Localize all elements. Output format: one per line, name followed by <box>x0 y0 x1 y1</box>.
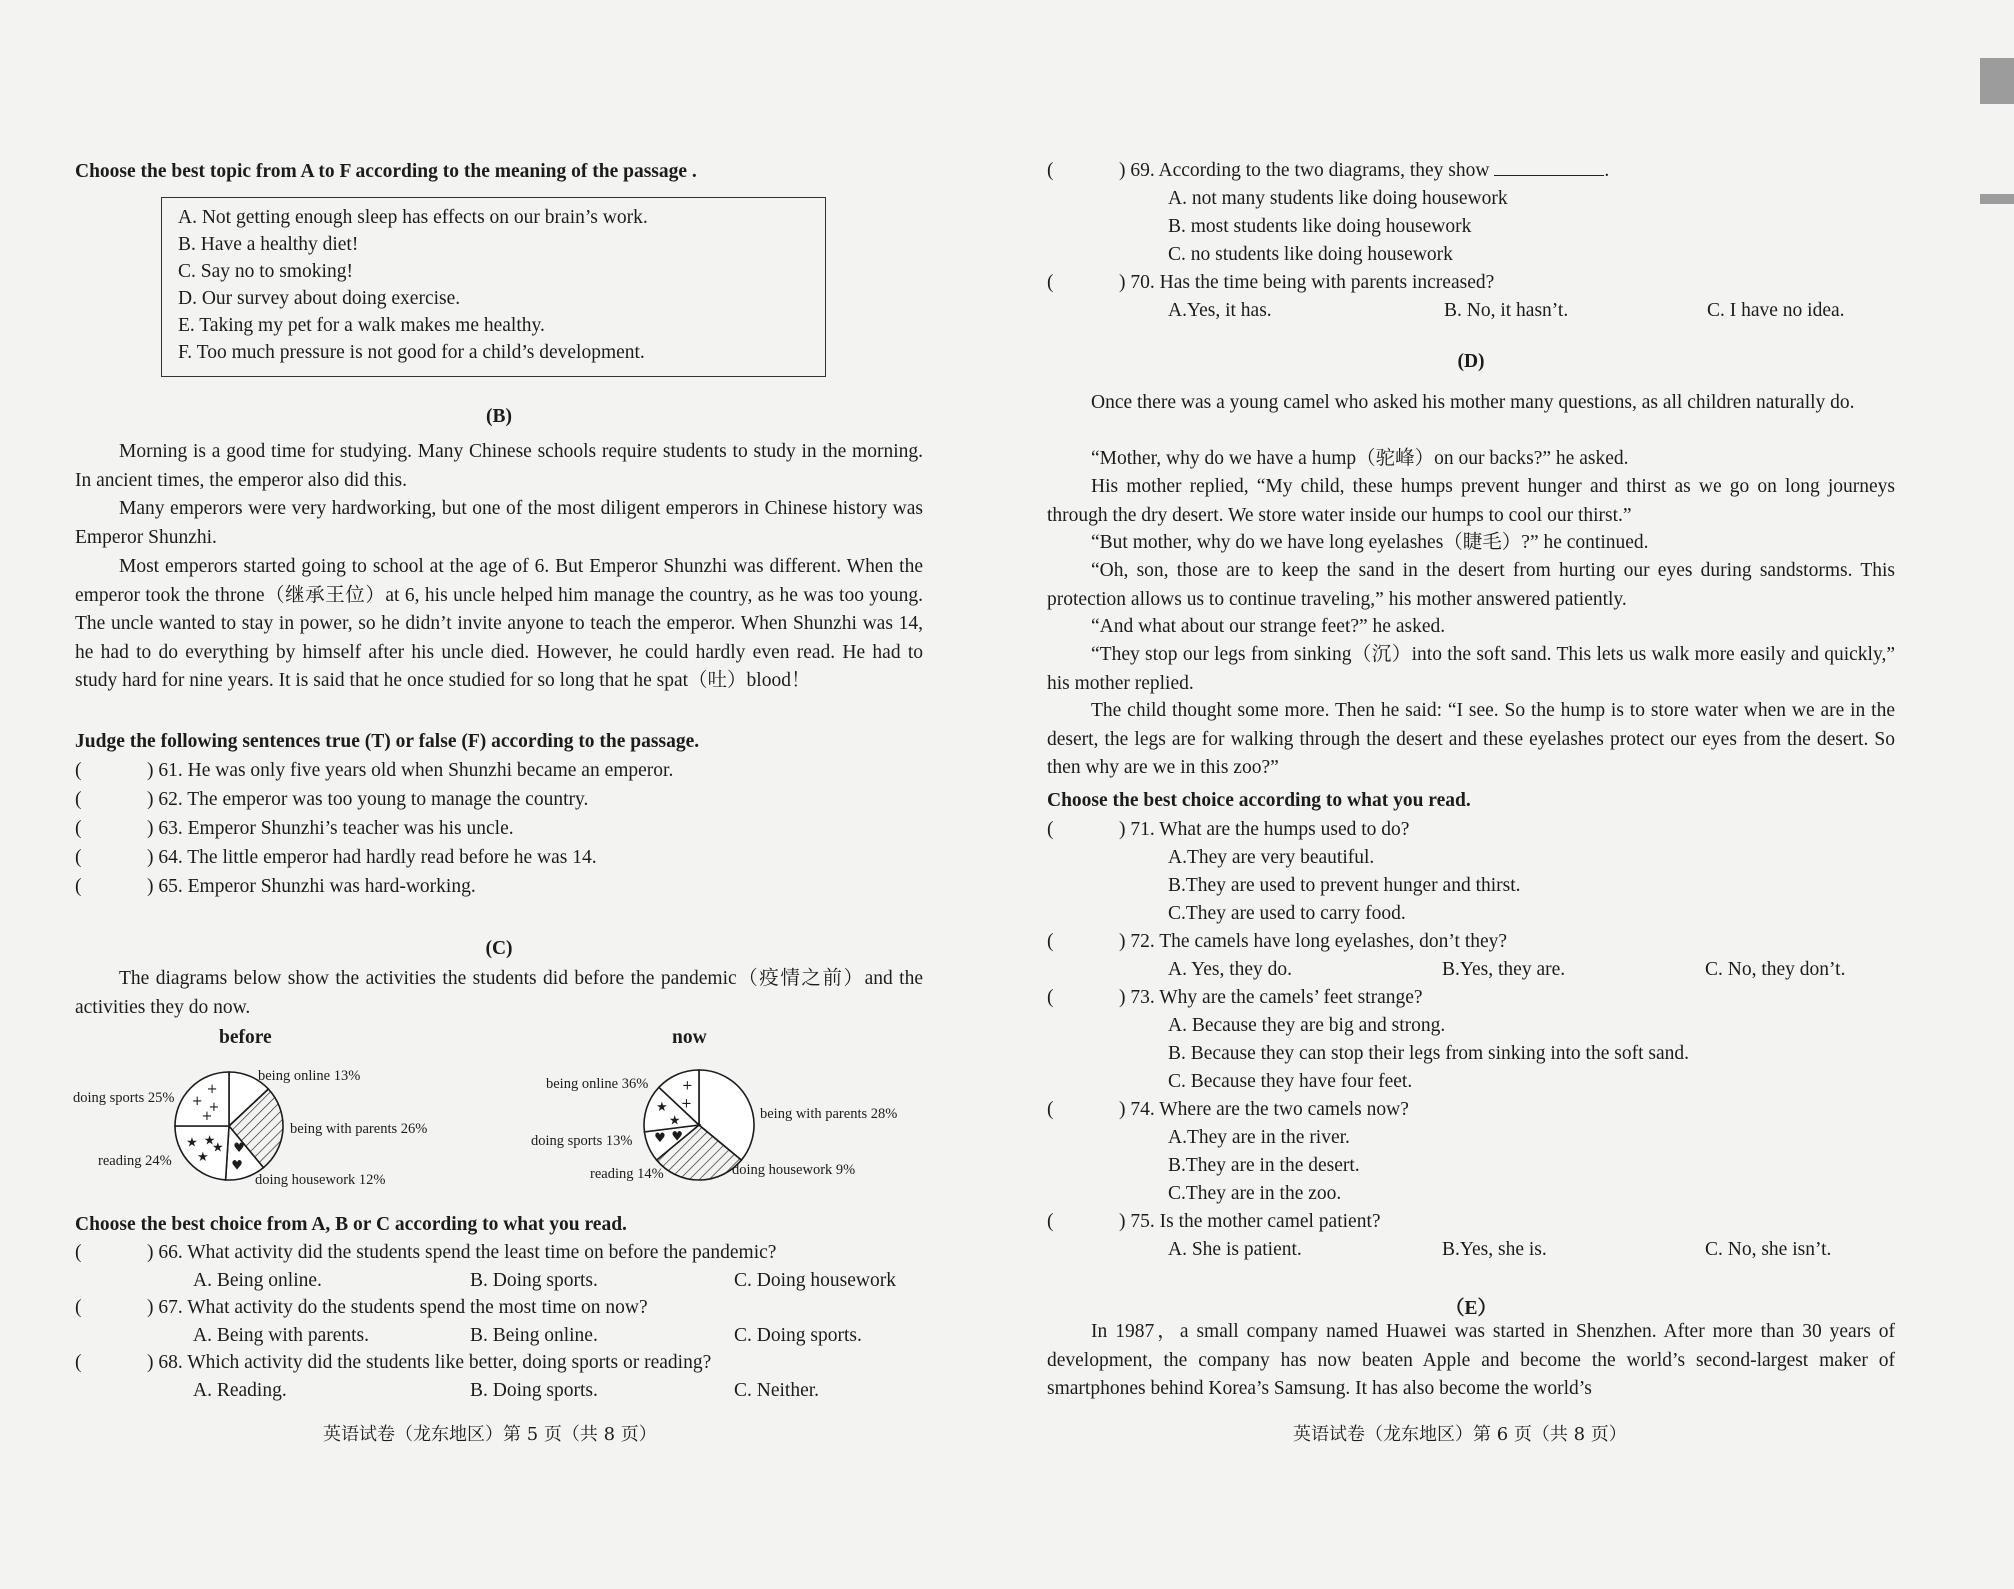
answer-paren[interactable]: ( <box>1047 931 1054 952</box>
question-70: ( ) 70. Has the time being with parents increased? <box>1047 269 1494 298</box>
question-64: ( ) 64. The little emperor had hardly read before he was 14. <box>75 844 597 873</box>
option-b[interactable]: B.They are used to prevent hunger and thirst. <box>1168 875 1521 896</box>
answer-paren[interactable]: ( <box>75 876 82 897</box>
section-c-instruction: Choose the best choice from A, B or C according to what you read. <box>75 1214 627 1235</box>
option-b[interactable]: B.They are in the desert. <box>1168 1155 1360 1176</box>
scan-edge-mark <box>1980 194 2014 204</box>
pie-label-now: doing housework 9% <box>732 1162 856 1178</box>
pie-pattern-glyph: + <box>681 1096 692 1112</box>
pie-label-before: reading 24% <box>98 1153 172 1169</box>
topic-option: F. Too much pressure is not good for a child’s development. <box>178 342 645 363</box>
section-b-paragraph: Morning is a good time for studying. Many Chinese schools require students to study in the morning. In ancient times, the emperor also did this. <box>75 441 923 491</box>
option-b[interactable]: B. Doing sports. <box>470 1270 598 1291</box>
topic-box <box>161 197 826 377</box>
topic-option: A. Not getting enough sleep has effects on our brain’s work. <box>178 207 648 228</box>
answer-paren[interactable]: ( <box>75 789 82 810</box>
pie-pattern-glyph: + <box>208 1099 220 1115</box>
topic-instruction: Choose the best topic from A to F according to the meaning of the passage . <box>75 161 697 182</box>
section-c-intro: The diagrams below show the activities the students did before the pandemic（疫情之前）and the activities they do now. <box>75 968 923 1018</box>
question-73: ( ) 73. Why are the camels’ feet strange? <box>1047 984 1423 1013</box>
question-72: ( ) 72. The camels have long eyelashes, don’t they? <box>1047 928 1507 957</box>
question-74: ( ) 74. Where are the two camels now? <box>1047 1096 1409 1125</box>
question-75: ( ) 75. Is the mother camel patient? <box>1047 1208 1381 1237</box>
pie-pattern-glyph: + <box>206 1082 218 1098</box>
pie-pattern-glyph: ♥ <box>231 1158 243 1174</box>
pie-label-now: being with parents 28% <box>760 1106 898 1122</box>
option-a[interactable]: A.They are in the river. <box>1168 1127 1350 1148</box>
section-b-paragraph: Most emperors started going to school at the age of 6. But Emperor Shunzhi was different. When the emperor took the throne（继承王位）at 6, his uncle helped him manage the country, as he was too young. The uncle wanted to stay in power, so he didn’t invite anyone to teach the emperor. When Shunzhi was 14, he had to do everything by himself after his uncle died. However, he could hardly even read. He had to study hard for nine years. It is said that he once studied for so long that he spat（吐）blood！ <box>75 556 923 691</box>
pie-label-before: being with parents 26% <box>290 1121 428 1137</box>
section-b-instruction: Judge the following sentences true (T) or false (F) according to the passage. <box>75 731 700 752</box>
option-b[interactable]: B. Being online. <box>470 1325 598 1346</box>
pie-label-before: doing sports 25% <box>73 1090 175 1106</box>
option-b[interactable]: B.Yes, they are. <box>1442 959 1566 980</box>
answer-paren[interactable]: ( <box>75 1242 82 1263</box>
answer-paren[interactable]: ( <box>75 1297 82 1318</box>
section-d-heading: (D) <box>1457 351 1485 372</box>
question-66: ( ) 66. What activity did the students spend the least time on before the pandemic? <box>75 1239 776 1268</box>
page-footer: 英语试卷（龙东地区）第 6 页（共 8 页） <box>1293 1424 1627 1445</box>
section-d-paragraph: His mother replied, “My child, these humps prevent hunger and thirst as we go on long journeys through the dry desert. We store water inside our humps to cool our thirst.” <box>1047 476 1895 526</box>
answer-paren[interactable]: ( <box>1047 160 1054 181</box>
option-b[interactable]: B. Doing sports. <box>470 1380 598 1401</box>
section-d-paragraph: “Oh, son, those are to keep the sand in the desert from hurting our eyes during sandstorms. This protection allows us to continue traveling,” his mother answered patiently. <box>1047 560 1895 610</box>
chart-before-title: before <box>219 1027 272 1048</box>
pie-pattern-glyph: ★ <box>196 1149 209 1165</box>
pie-label-now: reading 14% <box>590 1166 664 1182</box>
pie-label-before: doing housework 12% <box>255 1172 386 1188</box>
option-c[interactable]: C. Neither. <box>734 1380 820 1401</box>
section-b-heading: (B) <box>486 406 512 427</box>
option-c[interactable]: C. No, they don’t. <box>1705 959 1846 980</box>
option-b[interactable]: B. most students like doing housework <box>1168 216 1472 237</box>
answer-paren[interactable]: ( <box>75 760 82 781</box>
answer-paren[interactable]: ( <box>75 818 82 839</box>
option-a[interactable]: A. She is patient. <box>1168 1239 1302 1260</box>
section-d-paragraph: “And what about our strange feet?” he asked. <box>1091 616 1446 637</box>
pie-pattern-glyph: + <box>681 1078 693 1094</box>
option-c[interactable]: C. Doing sports. <box>734 1325 862 1346</box>
question-69: ( ) 69. According to the two diagrams, they show . <box>1047 157 1609 186</box>
section-d-instruction: Choose the best choice according to what you read. <box>1047 790 1471 811</box>
topic-option: B. Have a healthy diet! <box>178 234 359 255</box>
section-c-heading: (C) <box>485 938 513 959</box>
answer-paren[interactable]: ( <box>1047 272 1054 293</box>
option-a[interactable]: A. Being with parents. <box>193 1325 370 1346</box>
pie-pattern-glyph: + <box>201 1108 213 1124</box>
answer-paren[interactable]: ( <box>75 847 82 868</box>
question-67: ( ) 67. What activity do the students spend the most time on now? <box>75 1294 648 1323</box>
option-a[interactable]: A. Because they are big and strong. <box>1168 1015 1446 1036</box>
topic-option: C. Say no to smoking! <box>178 261 353 282</box>
pie-pattern-glyph: ♥ <box>654 1131 666 1147</box>
pie-pattern-glyph: ♥ <box>671 1129 684 1145</box>
pie-pattern-glyph: ★ <box>655 1100 668 1116</box>
pie-pattern-glyph: ★ <box>668 1113 681 1129</box>
option-a[interactable]: A.They are very beautiful. <box>1168 847 1375 868</box>
answer-paren[interactable]: ( <box>1047 819 1054 840</box>
section-d-paragraph: “Mother, why do we have a hump（驼峰）on our backs?” he asked. <box>1091 448 1629 469</box>
pie-label-now: doing sports 13% <box>531 1133 633 1149</box>
answer-paren[interactable]: ( <box>75 1352 82 1373</box>
option-c[interactable]: C. no students like doing housework <box>1168 244 1453 265</box>
chart-now-title: now <box>672 1027 707 1048</box>
answer-paren[interactable]: ( <box>1047 1211 1054 1232</box>
option-a[interactable]: A.Yes, it has. <box>1168 300 1272 321</box>
section-b-paragraph: Many emperors were very hardworking, but one of the most diligent emperors in Chinese history was Emperor Shunzhi. <box>75 498 923 548</box>
option-b[interactable]: B. No, it hasn’t. <box>1444 300 1569 321</box>
question-68: ( ) 68. Which activity did the students like better, doing sports or reading? <box>75 1349 711 1378</box>
answer-paren[interactable]: ( <box>1047 987 1054 1008</box>
scan-edge-mark <box>1980 58 2014 104</box>
pie-pattern-glyph: ★ <box>203 1133 216 1149</box>
page-footer: 英语试卷（龙东地区）第 5 页（共 8 页） <box>323 1424 657 1445</box>
section-e-heading: （E） <box>1444 1298 1497 1319</box>
section-d-paragraph: Once there was a young camel who asked his mother many questions, as all children naturally do. <box>1091 392 1855 413</box>
option-a[interactable]: A. Reading. <box>193 1380 287 1401</box>
pie-pattern-glyph: ★ <box>186 1135 198 1151</box>
question-63: ( ) 63. Emperor Shunzhi’s teacher was his uncle. <box>75 815 514 844</box>
option-c[interactable]: C. I have no idea. <box>1707 300 1845 321</box>
option-c[interactable]: C. No, she isn’t. <box>1705 1239 1832 1260</box>
pie-pattern-glyph: ★ <box>212 1140 224 1156</box>
question-62: ( ) 62. The emperor was too young to manage the country. <box>75 786 588 815</box>
pie-label-before: being online 13% <box>258 1068 361 1084</box>
pie-label-now: being online 36% <box>546 1076 649 1092</box>
option-c[interactable]: C. Doing housework <box>734 1270 896 1291</box>
option-c[interactable]: C.They are used to carry food. <box>1168 903 1406 924</box>
pie-pattern-glyph: ♥ <box>233 1141 245 1157</box>
section-e-paragraph: In 1987，a small company named Huawei was started in Shenzhen. After more than 30 years of development, the company has now beaten Apple and become the world’s second-largest maker of smartphones behind Korea’s Samsung. It has also become the world’s <box>1047 1321 1895 1399</box>
answer-blank[interactable] <box>1494 157 1604 176</box>
option-c[interactable]: C. Because they have four feet. <box>1168 1071 1413 1092</box>
option-b[interactable]: B.Yes, she is. <box>1442 1239 1547 1260</box>
section-d-paragraph: “But mother, why do we have long eyelashes（睫毛）?” he continued. <box>1091 532 1649 553</box>
section-d-paragraph: The child thought some more. Then he said: “I see. So the hump is to store water when we are in the desert, the legs are for walking through the desert and these eyelashes protect our eyes from the desert. So then why are we in this zoo?” <box>1047 700 1895 778</box>
answer-paren[interactable]: ( <box>1047 1099 1054 1120</box>
pie-chart-before <box>173 1070 285 1182</box>
question-71: ( ) 71. What are the humps used to do? <box>1047 816 1409 845</box>
question-65: ( ) 65. Emperor Shunzhi was hard-working. <box>75 873 476 902</box>
option-b[interactable]: B. Because they can stop their legs from sinking into the soft sand. <box>1168 1043 1689 1064</box>
option-a[interactable]: A. Being online. <box>193 1270 322 1291</box>
option-c[interactable]: C.They are in the zoo. <box>1168 1183 1342 1204</box>
option-a[interactable]: A. Yes, they do. <box>1168 959 1293 980</box>
topic-option: D. Our survey about doing exercise. <box>178 288 461 309</box>
question-61: ( ) 61. He was only five years old when Shunzhi became an emperor. <box>75 757 673 786</box>
section-d-paragraph: “They stop our legs from sinking（沉）into the soft sand. This lets us walk more easily and quickly,” his mother replied. <box>1047 644 1895 694</box>
topic-option: E. Taking my pet for a walk makes me healthy. <box>178 315 545 336</box>
pie-pattern-glyph: + <box>191 1093 203 1109</box>
option-a[interactable]: A. not many students like doing housework <box>1168 188 1508 209</box>
